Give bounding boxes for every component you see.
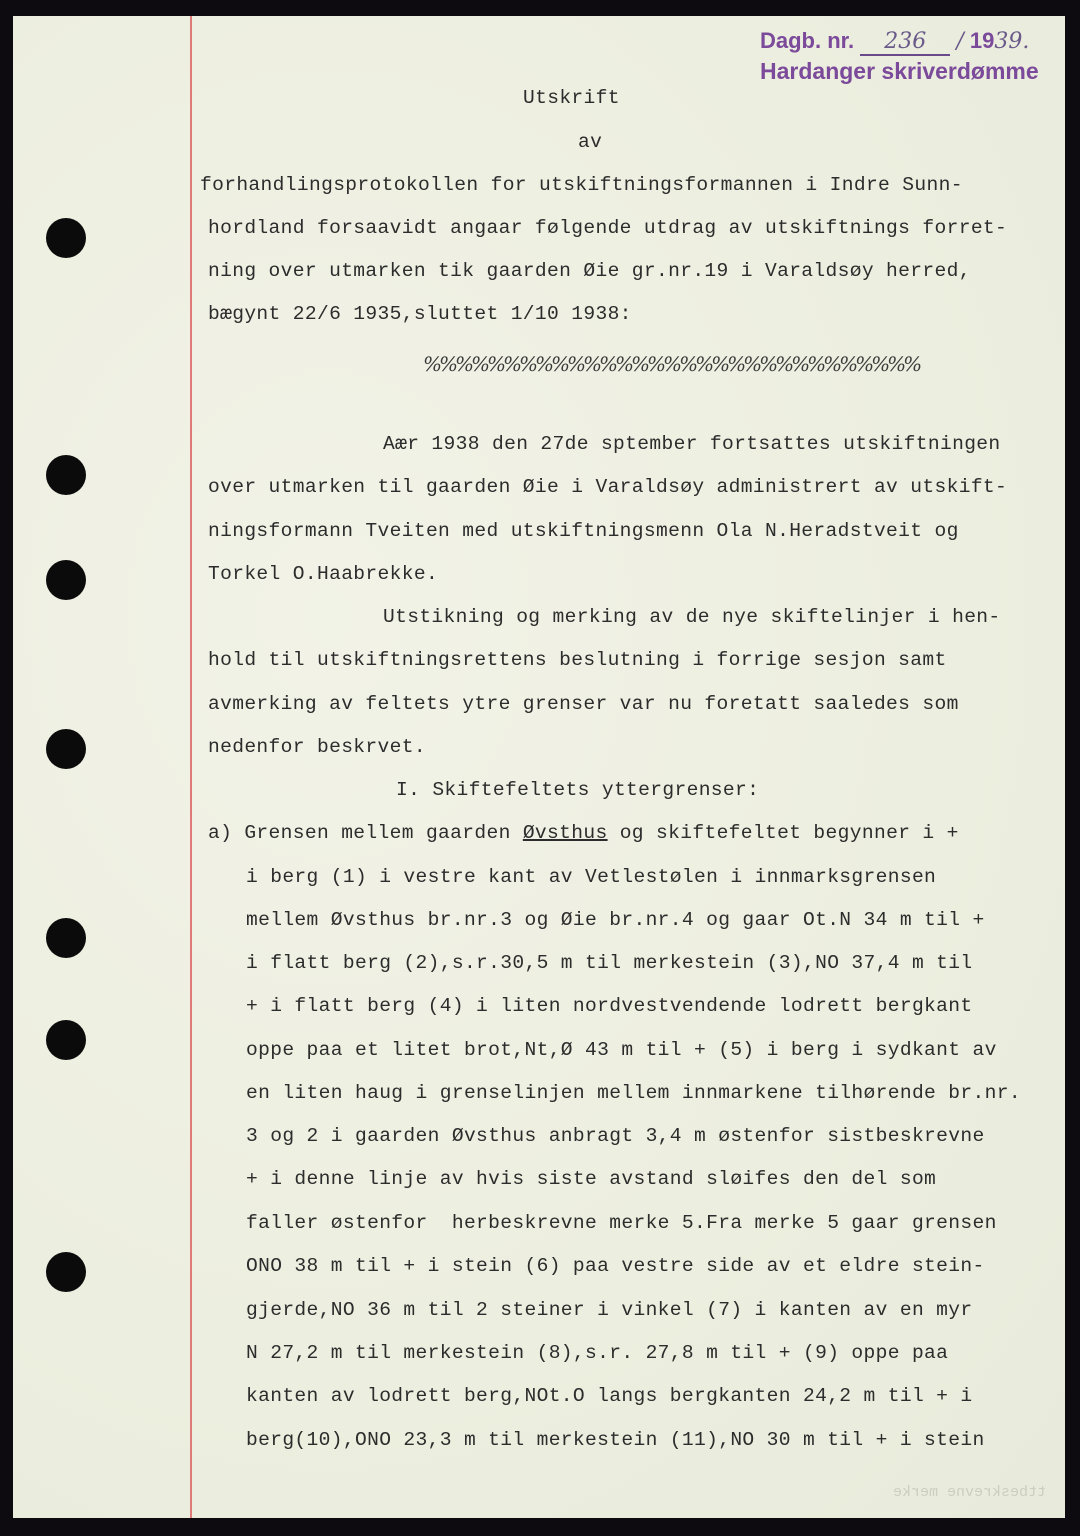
paragraph-line: Aær 1938 den 27de sptember fortsattes utskiftningen bbox=[383, 433, 1001, 455]
punch-hole-icon bbox=[46, 455, 86, 495]
item-a-first-line bbox=[208, 822, 959, 844]
document-page bbox=[13, 16, 1065, 1518]
bleed-through-text: ttbeskrevne merke bbox=[893, 1484, 1047, 1501]
item-line: berg(10),ONO 23,3 m til merkestein (11),NO 30 m til + i stein bbox=[246, 1429, 985, 1451]
stamp-office: Hardanger skriverdømme bbox=[760, 58, 1039, 84]
stamp-year-handwritten: 39. bbox=[994, 29, 1030, 54]
item-line: gjerde,NO 36 m til 2 steiner i vinkel (7) i kanten av en myr bbox=[246, 1299, 973, 1321]
document-subtitle: av bbox=[578, 131, 603, 153]
paragraph-line: avmerking av feltets ytre grenser var nu foretatt saaledes som bbox=[208, 693, 959, 715]
item-line: i flatt berg (2),s.r.30,5 m til merkestein (3),NO 37,4 m til bbox=[246, 952, 973, 974]
paragraph-line: Utstikning og merking av de nye skiftelinjer i hen- bbox=[383, 606, 1001, 628]
item-line: 3 og 2 i gaarden Øvsthus anbragt 3,4 m østenfor sistbeskrevne bbox=[246, 1125, 985, 1147]
item-text: Grensen mellem gaarden bbox=[244, 822, 523, 844]
item-line: + i denne linje av hvis siste avstand sløifes den del som bbox=[246, 1168, 937, 1190]
margin-line bbox=[190, 16, 192, 1518]
paragraph-line: ningsformann Tveiten med utskiftningsmenn Ola N.Heradstveit og bbox=[208, 520, 959, 542]
paragraph-line: nedenfor beskrvet. bbox=[208, 736, 426, 758]
item-line: en liten haug i grenselinjen mellem innmarkene tilhørende br.nr. bbox=[246, 1082, 1021, 1104]
paragraph-line: over utmarken til gaarden Øie i Varaldsøy administrert av utskift- bbox=[208, 476, 1008, 498]
stamp-number: 236 bbox=[860, 29, 950, 56]
intro-line: forhandlingsprotokollen for utskiftningsformannen i Indre Sunn- bbox=[200, 174, 963, 196]
stamp-separator: / bbox=[956, 29, 964, 54]
item-line: oppe paa et litet brot,Nt,Ø 43 m til + (5) i berg i sydkant av bbox=[246, 1039, 997, 1061]
intro-line: hordland forsaavidt angaar følgende utdrag av utskiftnings forret- bbox=[208, 217, 1008, 239]
item-line: N 27,2 m til merkestein (8),s.r. 27,8 m til + (9) oppe paa bbox=[246, 1342, 949, 1364]
paragraph-line: Torkel O.Haabrekke. bbox=[208, 563, 439, 585]
item-line: + i flatt berg (4) i liten nordvestvendende lodrett bergkant bbox=[246, 995, 973, 1017]
stamp-year-printed: 19 bbox=[969, 28, 995, 53]
stamp-prefix: Dagb. nr. bbox=[760, 28, 855, 53]
ornament-divider: %%%%%%%%%%%%%%%%%%%%%%%%%%%%%%% bbox=[423, 352, 920, 376]
punch-hole-icon bbox=[46, 1252, 86, 1292]
underlined-farm-name: Øvsthus bbox=[522, 822, 608, 844]
item-text: og skiftefeltet begynner i + bbox=[607, 822, 959, 844]
item-line: mellem Øvsthus br.nr.3 og Øie br.nr.4 og gaar Ot.N 34 m til + bbox=[246, 909, 985, 931]
punch-hole-icon bbox=[46, 560, 86, 600]
item-line: kanten av lodrett berg,NOt.O langs bergkanten 24,2 m til + i bbox=[246, 1385, 973, 1407]
punch-hole-icon bbox=[46, 218, 86, 258]
section-heading: I. Skiftefeltets yttergrenser: bbox=[396, 779, 760, 801]
item-line: i berg (1) i vestre kant av Vetlestølen i innmarksgrensen bbox=[246, 866, 937, 888]
punch-hole-icon bbox=[46, 1020, 86, 1060]
intro-line: ning over utmarken tik gaarden Øie gr.nr.19 i Varaldsøy herred, bbox=[208, 260, 971, 282]
item-line: faller østenfor herbeskrevne merke 5.Fra merke 5 gaar grensen bbox=[246, 1212, 997, 1234]
paragraph-line: hold til utskiftningsrettens beslutning i forrige sesjon samt bbox=[208, 649, 947, 671]
document-title: Utskrift bbox=[523, 87, 620, 109]
item-line: ONO 38 m til + i stein (6) paa vestre side av et eldre stein- bbox=[246, 1255, 985, 1277]
punch-hole-icon bbox=[46, 918, 86, 958]
intro-line: bægynt 22/6 1935,sluttet 1/10 1938: bbox=[208, 303, 632, 325]
punch-hole-icon bbox=[46, 729, 86, 769]
item-label: a) bbox=[208, 822, 233, 844]
